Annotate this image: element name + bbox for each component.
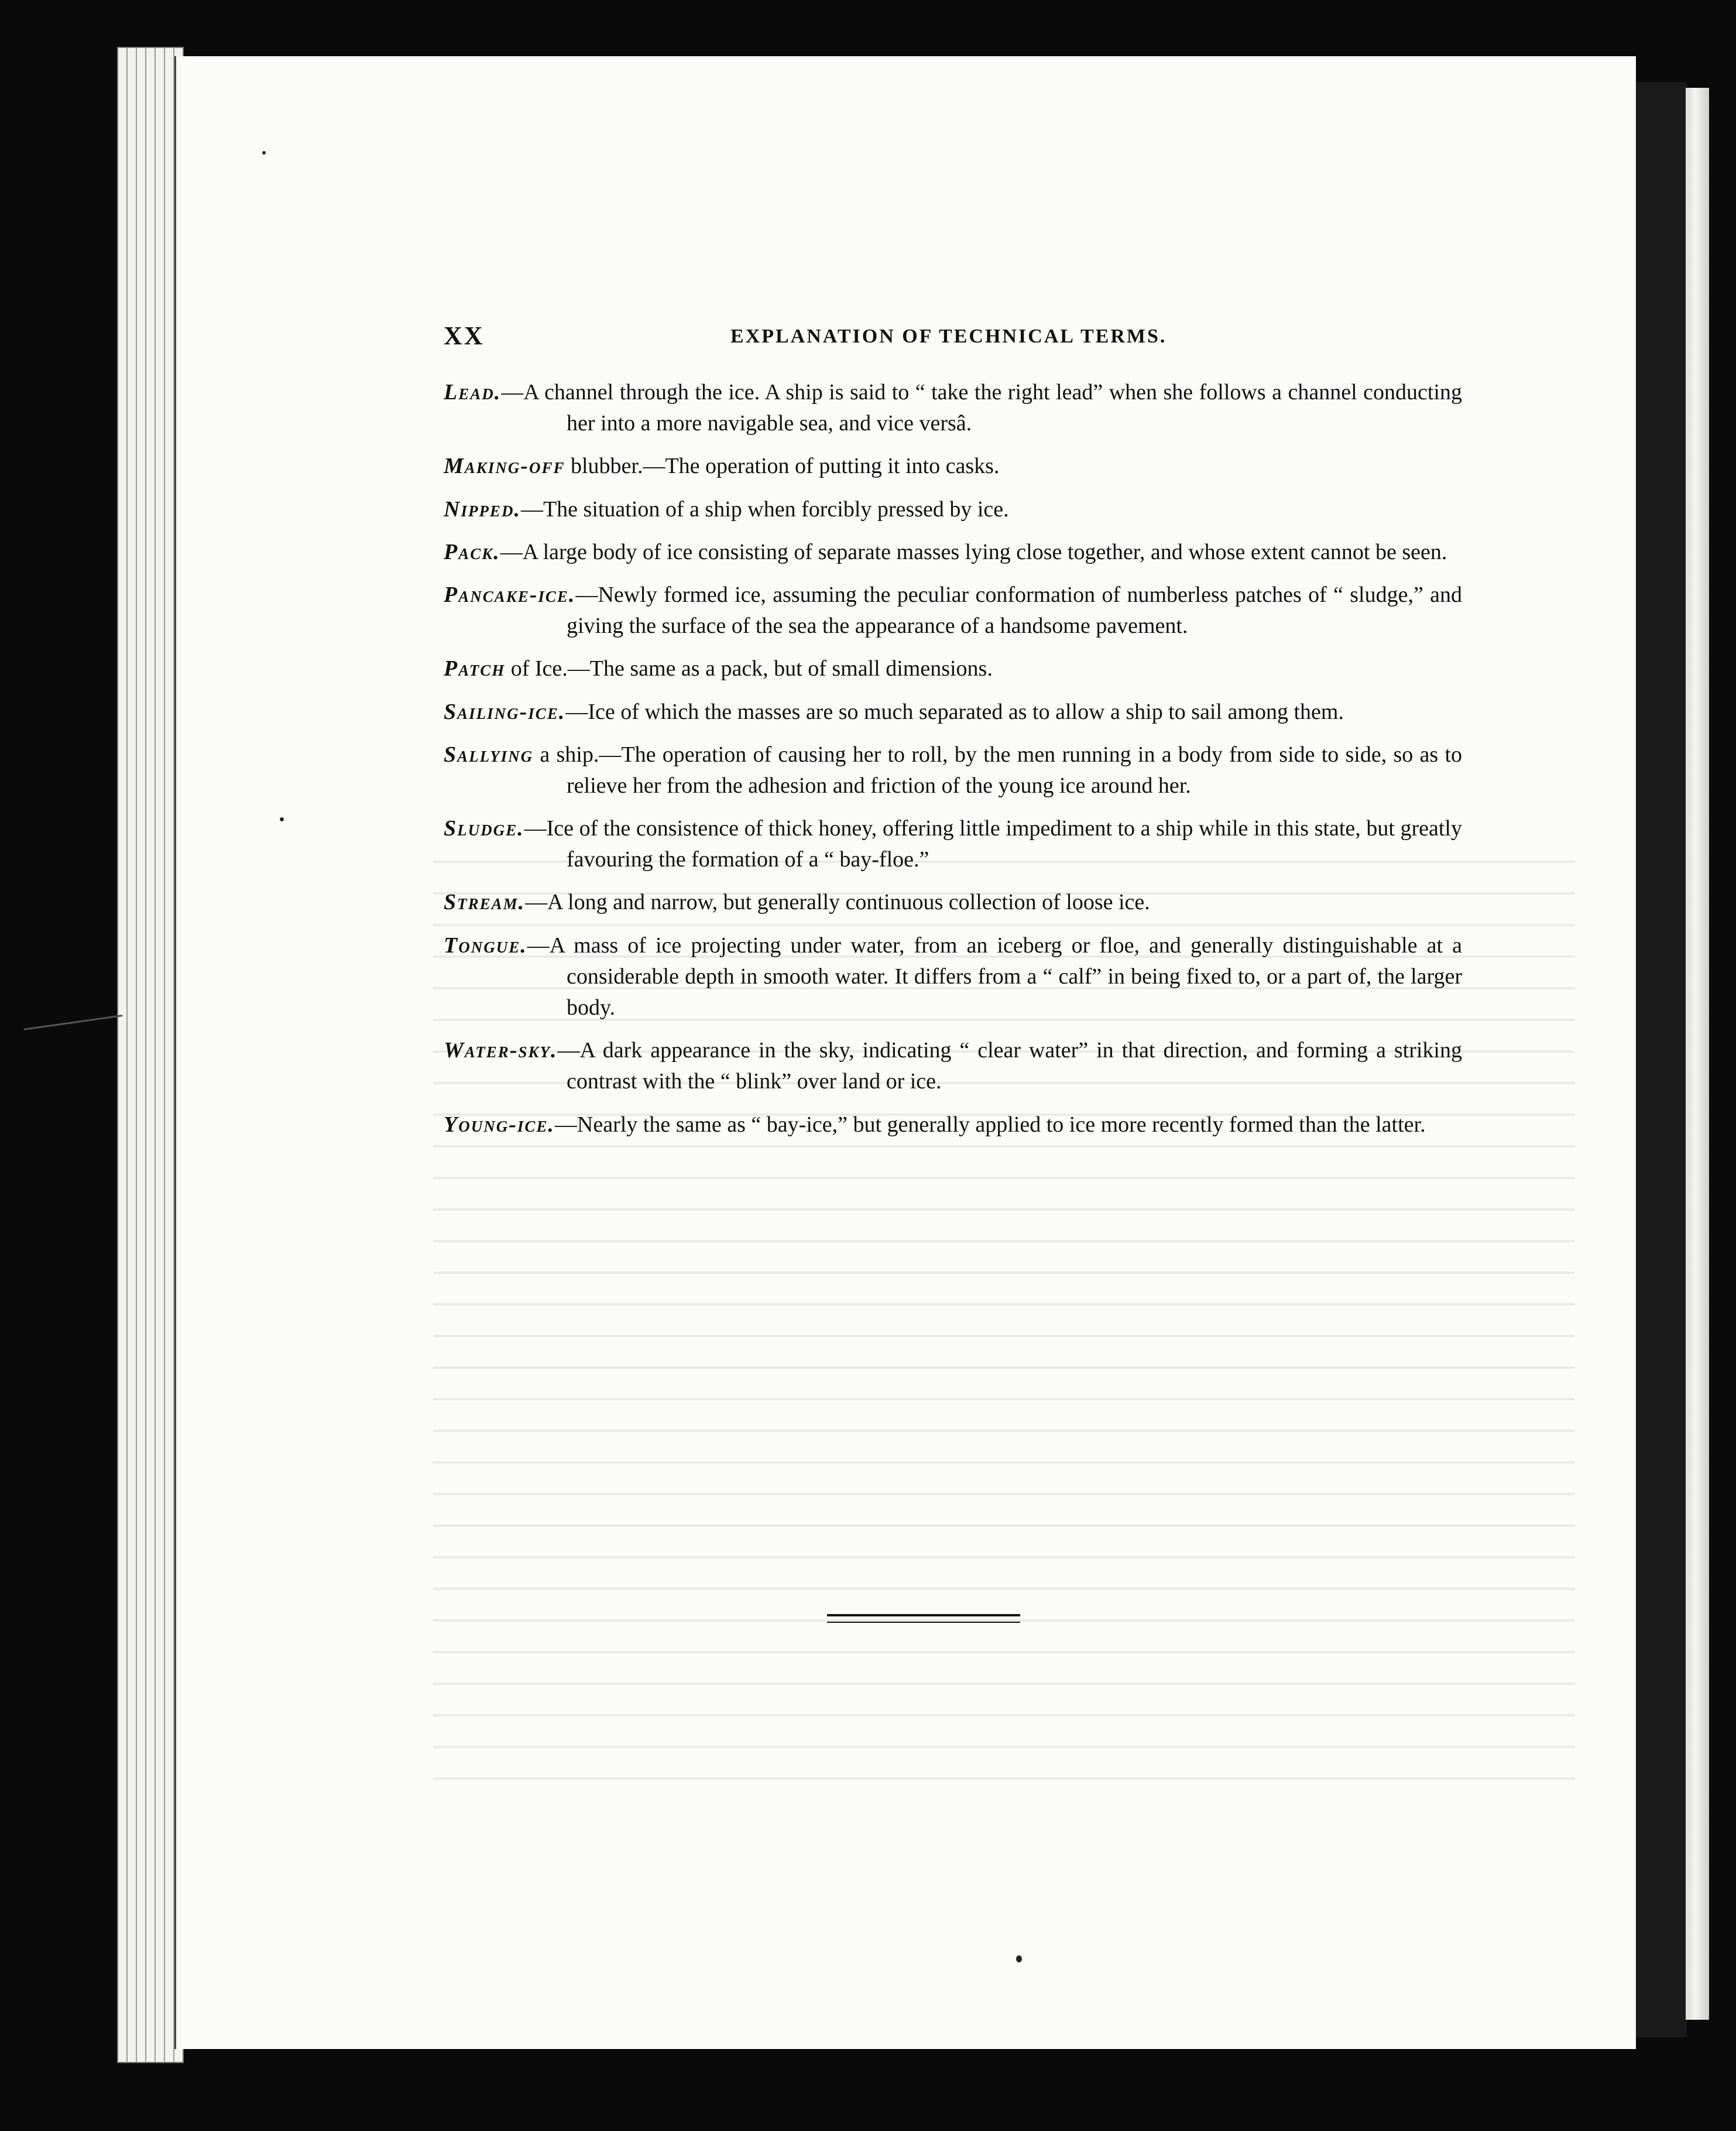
entry-definition: —A dark appearance in the sky, indicating “ clear water” in that direction, and forming a striking contrast with the “ blink” over land or ice. xyxy=(557,1038,1462,1094)
entry-definition: —Ice of which the masses are so much separated as to allow a ship to sail among them. xyxy=(565,699,1344,724)
entry-definition: —Newly formed ice, assuming the peculiar conformation of numberless patches of “ sludge,” and giving the surface of the sea the appearance of a handsome pavement. xyxy=(567,582,1462,639)
entry-definition: blubber.—The operation of putting it into casks. xyxy=(565,454,1000,479)
binding-shadow xyxy=(1634,82,1687,2037)
section-end-rule xyxy=(827,1614,1020,1623)
entry-definition: of Ice.—The same as a pack, but of small dimensions. xyxy=(505,656,993,681)
glossary-entry xyxy=(444,1109,1462,1140)
glossary-entry xyxy=(444,537,1462,568)
glossary-entry xyxy=(444,739,1462,801)
glossary-entry xyxy=(444,1035,1462,1097)
entry-term: Making-off xyxy=(444,454,565,479)
glossary-entry xyxy=(444,494,1462,525)
running-head xyxy=(444,321,1181,356)
entry-term: Young-ice. xyxy=(444,1112,555,1137)
glossary-entry xyxy=(444,377,1462,439)
ink-speck xyxy=(262,151,266,155)
entry-term: Patch xyxy=(444,656,506,681)
glossary-entries xyxy=(444,377,1462,1152)
ink-speck xyxy=(1016,1955,1022,1962)
entry-definition: —A long and narrow, but generally continuous collection of loose ice. xyxy=(525,890,1150,915)
scan-margin-mark xyxy=(24,1015,123,1030)
entry-term: Water-sky. xyxy=(444,1038,558,1063)
entry-definition: a ship.—The operation of causing her to roll, by the men running in a body from side to side, so as to relieve her from the adhesion and friction of the young ice around her. xyxy=(533,742,1462,798)
running-title: EXPLANATION OF TECHNICAL TERMS. xyxy=(730,326,1167,347)
entry-definition: —A large body of ice consisting of separate masses lying close together, and whose extent cannot be seen. xyxy=(500,539,1447,564)
glossary-entry xyxy=(444,697,1462,728)
page-number: XX xyxy=(444,321,485,350)
entry-definition: —A channel through the ice. A ship is said to “ take the right lead” when she follows a channel conducting her into a more navigable sea, and vice versâ. xyxy=(501,380,1462,436)
entry-definition: —Nearly the same as “ bay-ice,” but generally applied to ice more recently formed than the latter. xyxy=(554,1112,1426,1137)
glossary-entry xyxy=(444,451,1462,482)
entry-term: Pack. xyxy=(444,539,500,564)
entry-term: Stream. xyxy=(444,890,526,915)
glossary-entry xyxy=(444,580,1462,642)
ink-speck xyxy=(280,817,284,821)
glossary-entry xyxy=(444,813,1462,875)
facing-page-edge xyxy=(1686,88,1709,2020)
entry-definition: —A mass of ice projecting under water, from an iceberg or floe, and generally distinguishable at a considerable depth in smooth water. It differs from a “ calf” in being fixed to, or a part of, the larger body. xyxy=(527,933,1462,1020)
glossary-entry xyxy=(444,930,1462,1024)
entry-term: Sailing-ice. xyxy=(444,699,566,724)
entry-term: Sallying xyxy=(444,742,534,767)
glossary-entry xyxy=(444,653,1462,684)
entry-term: Lead. xyxy=(444,380,502,405)
entry-definition: —The situation of a ship when forcibly pressed by ice. xyxy=(520,496,1009,522)
entry-definition: —Ice of the consistence of thick honey, offering little impediment to a ship while in this state, but greatly favouring the formation of a “ bay-floe.” xyxy=(524,816,1462,872)
glossary-entry xyxy=(444,887,1462,918)
entry-term: Nipped. xyxy=(444,496,521,522)
entry-term: Sludge. xyxy=(444,816,524,841)
page-edge-stack xyxy=(117,47,184,2063)
entry-term: Pancake-ice. xyxy=(444,582,576,607)
entry-term: Tongue. xyxy=(444,933,527,958)
